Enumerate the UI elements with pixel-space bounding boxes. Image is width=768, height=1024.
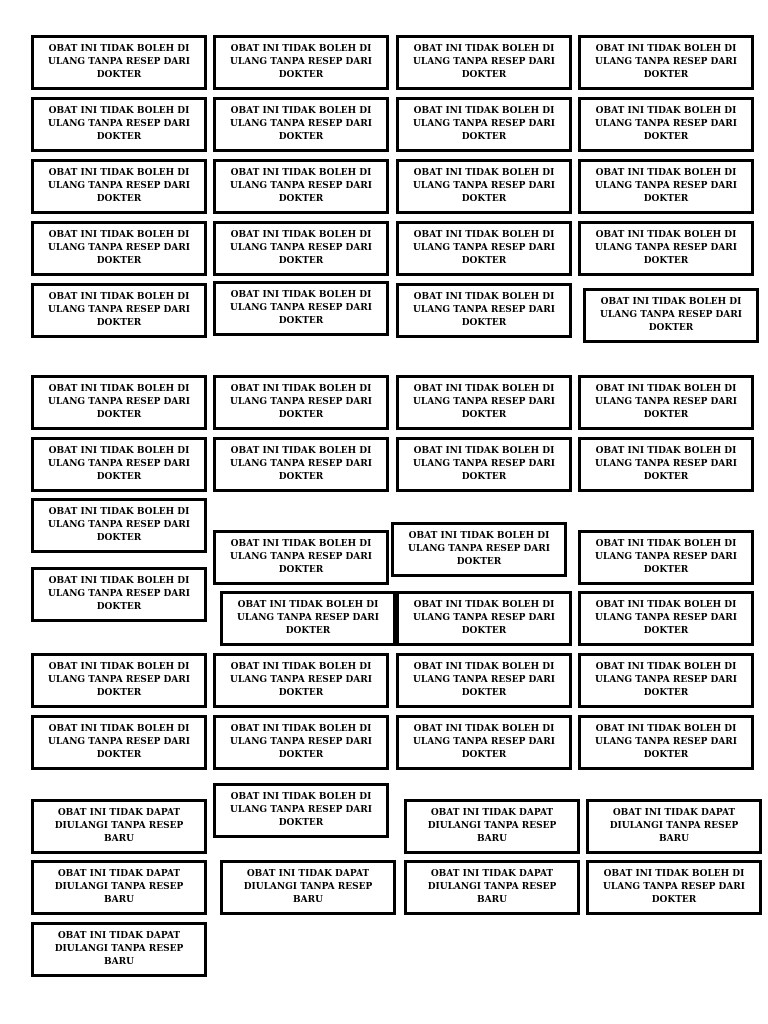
label-line: ULANG TANPA RESEP DARI (413, 613, 555, 623)
label-tidak-boleh-diulang (31, 653, 207, 708)
label-line: OBAT INI TIDAK BOLEH DI (413, 446, 555, 456)
label-line: OBAT INI TIDAK BOLEH DI (48, 576, 190, 586)
label-line: ULANG TANPA RESEP DARI (413, 181, 555, 191)
label-tidak-boleh-diulang (31, 567, 207, 622)
label-tidak-boleh-diulang (213, 281, 389, 336)
label-tidak-boleh-diulang (396, 437, 572, 492)
label-line: ULANG TANPA RESEP DARI (595, 397, 737, 407)
label-line: OBAT INI TIDAK BOLEH DI (230, 446, 372, 456)
label-line: ULANG TANPA RESEP DARI (48, 397, 190, 407)
label-line: ULANG TANPA RESEP DARI (595, 737, 737, 747)
label-line: DOKTER (96, 688, 142, 698)
label-line: DOKTER (643, 626, 689, 636)
label-tidak-boleh-diulang (578, 375, 754, 430)
label-line: DOKTER (96, 602, 142, 612)
label-line: OBAT INI TIDAK DAPAT (57, 808, 181, 818)
label-line: ULANG TANPA RESEP DARI (48, 119, 190, 129)
label-line: OBAT INI TIDAK BOLEH DI (230, 792, 372, 802)
label-line: ULANG TANPA RESEP DARI (48, 520, 190, 530)
label-line: DOKTER (278, 194, 324, 204)
label-line: DOKTER (648, 323, 694, 333)
label-text (600, 296, 742, 335)
label-line: OBAT INI TIDAK BOLEH DI (230, 168, 372, 178)
label-line: BARU (293, 895, 323, 905)
label-text (595, 538, 737, 577)
label-tidak-boleh-diulang (213, 437, 389, 492)
label-tidak-dapat-diulangi (31, 922, 207, 977)
label-line: DOKTER (461, 750, 507, 760)
label-line: OBAT INI TIDAK BOLEH DI (230, 384, 372, 394)
label-line: OBAT INI TIDAK BOLEH DI (413, 44, 555, 54)
label-tidak-boleh-diulang (213, 530, 389, 585)
label-text (48, 506, 190, 545)
label-text (413, 723, 555, 762)
label-line: ULANG TANPA RESEP DARI (230, 459, 372, 469)
label-line: OBAT INI TIDAK BOLEH DI (595, 384, 737, 394)
label-tidak-boleh-diulang (31, 715, 207, 770)
label-line: ULANG TANPA RESEP DARI (48, 459, 190, 469)
label-line: DOKTER (96, 256, 142, 266)
label-line: DOKTER (643, 688, 689, 698)
label-tidak-boleh-diulang (578, 437, 754, 492)
label-tidak-boleh-diulang (396, 375, 572, 430)
label-line: DOKTER (461, 256, 507, 266)
label-line: ULANG TANPA RESEP DARI (48, 181, 190, 191)
label-line: DOKTER (461, 688, 507, 698)
label-text (413, 229, 555, 268)
label-tidak-boleh-diulang (396, 591, 572, 646)
label-tidak-boleh-diulang (586, 860, 762, 915)
label-tidak-boleh-diulang (578, 715, 754, 770)
label-line: OBAT INI TIDAK BOLEH DI (413, 662, 555, 672)
label-line: OBAT INI TIDAK BOLEH DI (48, 230, 190, 240)
label-text (595, 383, 737, 422)
label-line: ULANG TANPA RESEP DARI (230, 737, 372, 747)
label-tidak-boleh-diulang (213, 783, 389, 838)
label-line: DIULANGI TANPA RESEP (243, 882, 373, 892)
label-line: BARU (477, 895, 507, 905)
label-line: ULANG TANPA RESEP DARI (413, 397, 555, 407)
label-line: OBAT INI TIDAK BOLEH DI (413, 230, 555, 240)
label-line: ULANG TANPA RESEP DARI (595, 552, 737, 562)
label-tidak-boleh-diulang (578, 591, 754, 646)
label-text (230, 791, 372, 830)
label-line: OBAT INI TIDAK BOLEH DI (603, 869, 745, 879)
label-tidak-boleh-diulang (213, 221, 389, 276)
label-line: BARU (104, 895, 134, 905)
label-line: ULANG TANPA RESEP DARI (230, 805, 372, 815)
label-line: OBAT INI TIDAK DAPAT (430, 869, 554, 879)
label-line: DOKTER (643, 256, 689, 266)
label-line: ULANG TANPA RESEP DARI (230, 243, 372, 253)
label-line: DOKTER (643, 410, 689, 420)
label-line: OBAT INI TIDAK BOLEH DI (48, 724, 190, 734)
label-tidak-boleh-diulang (391, 522, 567, 577)
label-text (48, 105, 190, 144)
label-line: BARU (104, 957, 134, 967)
label-line: OBAT INI TIDAK BOLEH DI (230, 290, 372, 300)
label-text (48, 661, 190, 700)
label-line: OBAT INI TIDAK BOLEH DI (595, 662, 737, 672)
label-text (48, 43, 190, 82)
label-text (230, 43, 372, 82)
label-line: ULANG TANPA RESEP DARI (230, 303, 372, 313)
label-tidak-boleh-diulang (578, 653, 754, 708)
label-tidak-boleh-diulang (396, 35, 572, 90)
label-line: ULANG TANPA RESEP DARI (413, 119, 555, 129)
label-tidak-dapat-diulangi (404, 799, 580, 854)
label-tidak-boleh-diulang (31, 35, 207, 90)
label-line: DOKTER (278, 132, 324, 142)
label-text (413, 445, 555, 484)
label-line: DOKTER (461, 410, 507, 420)
label-line: OBAT INI TIDAK BOLEH DI (595, 724, 737, 734)
label-line: DOKTER (278, 70, 324, 80)
label-tidak-boleh-diulang (213, 653, 389, 708)
label-line: DOKTER (643, 194, 689, 204)
label-line: DOKTER (278, 565, 324, 575)
label-line: OBAT INI TIDAK BOLEH DI (413, 724, 555, 734)
label-text (48, 229, 190, 268)
label-text (595, 43, 737, 82)
label-line: OBAT INI TIDAK DAPAT (612, 808, 736, 818)
label-text (48, 575, 190, 614)
label-text (230, 538, 372, 577)
label-text (230, 723, 372, 762)
label-line: OBAT INI TIDAK BOLEH DI (48, 168, 190, 178)
label-line: OBAT INI TIDAK DAPAT (430, 808, 554, 818)
label-line: OBAT INI TIDAK BOLEH DI (408, 531, 550, 541)
label-text (413, 105, 555, 144)
label-text (48, 291, 190, 330)
label-line: DOKTER (461, 626, 507, 636)
label-line: OBAT INI TIDAK DAPAT (57, 931, 181, 941)
label-text (595, 723, 737, 762)
label-line: OBAT INI TIDAK BOLEH DI (230, 230, 372, 240)
label-line: DOKTER (461, 194, 507, 204)
label-text (230, 445, 372, 484)
label-text (595, 661, 737, 700)
label-line: DOKTER (278, 316, 324, 326)
label-line: OBAT INI TIDAK BOLEH DI (600, 297, 742, 307)
label-tidak-boleh-diulang (31, 498, 207, 553)
label-line: DOKTER (461, 132, 507, 142)
label-tidak-boleh-diulang (396, 221, 572, 276)
label-tidak-boleh-diulang (396, 715, 572, 770)
label-tidak-boleh-diulang (31, 283, 207, 338)
label-text (413, 291, 555, 330)
label-line: DOKTER (96, 132, 142, 142)
label-text (230, 383, 372, 422)
label-text (237, 599, 379, 638)
label-line: OBAT INI TIDAK BOLEH DI (48, 662, 190, 672)
label-line: ULANG TANPA RESEP DARI (413, 459, 555, 469)
label-line: BARU (104, 834, 134, 844)
label-text (413, 383, 555, 422)
label-text (55, 868, 184, 907)
label-line: ULANG TANPA RESEP DARI (413, 675, 555, 685)
label-tidak-boleh-diulang (213, 159, 389, 214)
label-line: ULANG TANPA RESEP DARI (595, 119, 737, 129)
label-tidak-dapat-diulangi (586, 799, 762, 854)
label-tidak-dapat-diulangi (31, 860, 207, 915)
label-line: DIULANGI TANPA RESEP (609, 821, 739, 831)
label-line: DIULANGI TANPA RESEP (54, 882, 184, 892)
label-text (55, 807, 184, 846)
label-line: ULANG TANPA RESEP DARI (230, 57, 372, 67)
label-line: ULANG TANPA RESEP DARI (237, 613, 379, 623)
label-line: OBAT INI TIDAK BOLEH DI (595, 44, 737, 54)
label-line: DOKTER (96, 70, 142, 80)
label-line: OBAT INI TIDAK DAPAT (57, 869, 181, 879)
label-line: DOKTER (461, 472, 507, 482)
label-text (413, 599, 555, 638)
label-line: OBAT INI TIDAK BOLEH DI (230, 662, 372, 672)
label-line: ULANG TANPA RESEP DARI (230, 552, 372, 562)
label-line: ULANG TANPA RESEP DARI (595, 675, 737, 685)
label-line: DOKTER (278, 818, 324, 828)
label-line: OBAT INI TIDAK BOLEH DI (595, 446, 737, 456)
label-line: ULANG TANPA RESEP DARI (230, 181, 372, 191)
label-line: DIULANGI TANPA RESEP (427, 882, 557, 892)
label-line: ULANG TANPA RESEP DARI (48, 675, 190, 685)
label-line: DOKTER (278, 256, 324, 266)
label-tidak-boleh-diulang (396, 97, 572, 152)
label-text (55, 930, 184, 969)
label-line: OBAT INI TIDAK BOLEH DI (48, 292, 190, 302)
label-line: DOKTER (278, 472, 324, 482)
label-line: OBAT INI TIDAK BOLEH DI (413, 106, 555, 116)
label-line: OBAT INI TIDAK BOLEH DI (48, 507, 190, 517)
label-text (610, 807, 739, 846)
label-tidak-boleh-diulang (578, 221, 754, 276)
label-line: OBAT INI TIDAK BOLEH DI (230, 724, 372, 734)
label-line: ULANG TANPA RESEP DARI (48, 243, 190, 253)
label-line: ULANG TANPA RESEP DARI (595, 181, 737, 191)
label-tidak-boleh-diulang (578, 97, 754, 152)
label-text (595, 599, 737, 638)
label-line: OBAT INI TIDAK BOLEH DI (48, 384, 190, 394)
label-line: DOKTER (278, 410, 324, 420)
label-line: ULANG TANPA RESEP DARI (230, 119, 372, 129)
label-line: DOKTER (278, 688, 324, 698)
label-text (428, 868, 557, 907)
label-text (230, 167, 372, 206)
label-tidak-boleh-diulang (31, 375, 207, 430)
label-line: ULANG TANPA RESEP DARI (230, 397, 372, 407)
label-line: OBAT INI TIDAK BOLEH DI (230, 539, 372, 549)
label-text (413, 661, 555, 700)
label-line: ULANG TANPA RESEP DARI (603, 882, 745, 892)
label-line: DOKTER (643, 132, 689, 142)
label-line: ULANG TANPA RESEP DARI (48, 589, 190, 599)
label-text (48, 167, 190, 206)
label-line: OBAT INI TIDAK BOLEH DI (595, 600, 737, 610)
label-line: OBAT INI TIDAK BOLEH DI (413, 292, 555, 302)
label-text (48, 445, 190, 484)
label-text (595, 105, 737, 144)
label-tidak-dapat-diulangi (31, 799, 207, 854)
label-text (428, 807, 557, 846)
label-tidak-boleh-diulang (396, 283, 572, 338)
label-line: OBAT INI TIDAK BOLEH DI (413, 384, 555, 394)
label-tidak-boleh-diulang (31, 159, 207, 214)
label-line: OBAT INI TIDAK BOLEH DI (48, 44, 190, 54)
label-tidak-boleh-diulang (578, 530, 754, 585)
label-line: OBAT INI TIDAK BOLEH DI (230, 44, 372, 54)
label-tidak-boleh-diulang (213, 35, 389, 90)
label-line: ULANG TANPA RESEP DARI (595, 613, 737, 623)
label-line: OBAT INI TIDAK BOLEH DI (230, 106, 372, 116)
label-line: DOKTER (278, 750, 324, 760)
label-line: OBAT INI TIDAK BOLEH DI (595, 539, 737, 549)
label-line: ULANG TANPA RESEP DARI (413, 305, 555, 315)
label-text (408, 530, 550, 569)
label-tidak-boleh-diulang (220, 591, 396, 646)
label-tidak-boleh-diulang (396, 159, 572, 214)
label-text (48, 383, 190, 422)
label-tidak-boleh-diulang (213, 375, 389, 430)
label-tidak-boleh-diulang (213, 715, 389, 770)
label-tidak-boleh-diulang (396, 653, 572, 708)
label-line: OBAT INI TIDAK BOLEH DI (595, 230, 737, 240)
label-line: OBAT INI TIDAK BOLEH DI (413, 600, 555, 610)
label-line: ULANG TANPA RESEP DARI (48, 57, 190, 67)
label-tidak-boleh-diulang (213, 97, 389, 152)
label-line: OBAT INI TIDAK BOLEH DI (595, 168, 737, 178)
label-line: DOKTER (96, 472, 142, 482)
label-line: OBAT INI TIDAK BOLEH DI (237, 600, 379, 610)
label-line: OBAT INI TIDAK BOLEH DI (595, 106, 737, 116)
label-line: BARU (659, 834, 689, 844)
label-line: OBAT INI TIDAK BOLEH DI (48, 446, 190, 456)
label-text (595, 167, 737, 206)
label-line: DOKTER (96, 750, 142, 760)
label-line: DOKTER (456, 557, 502, 567)
label-text (595, 445, 737, 484)
label-tidak-dapat-diulangi (404, 860, 580, 915)
label-text (603, 868, 745, 907)
label-tidak-boleh-diulang (31, 221, 207, 276)
label-text (413, 167, 555, 206)
label-line: DOKTER (285, 626, 331, 636)
label-text (244, 868, 373, 907)
label-line: OBAT INI TIDAK BOLEH DI (413, 168, 555, 178)
label-line: DOKTER (96, 194, 142, 204)
label-line: ULANG TANPA RESEP DARI (413, 57, 555, 67)
label-tidak-boleh-diulang (578, 159, 754, 214)
label-line: ULANG TANPA RESEP DARI (230, 675, 372, 685)
label-tidak-boleh-diulang (578, 35, 754, 90)
label-line: DOKTER (643, 565, 689, 575)
label-tidak-dapat-diulangi (220, 860, 396, 915)
label-line: ULANG TANPA RESEP DARI (595, 243, 737, 253)
label-line: DIULANGI TANPA RESEP (54, 944, 184, 954)
label-line: ULANG TANPA RESEP DARI (600, 310, 742, 320)
label-line: BARU (477, 834, 507, 844)
label-line: ULANG TANPA RESEP DARI (595, 459, 737, 469)
label-line: ULANG TANPA RESEP DARI (48, 305, 190, 315)
label-line: DOKTER (96, 410, 142, 420)
label-tidak-boleh-diulang (31, 437, 207, 492)
label-text (230, 661, 372, 700)
label-line: OBAT INI TIDAK DAPAT (246, 869, 370, 879)
label-line: ULANG TANPA RESEP DARI (413, 243, 555, 253)
label-line: DOKTER (643, 750, 689, 760)
label-text (413, 43, 555, 82)
label-text (230, 105, 372, 144)
label-line: DOKTER (461, 318, 507, 328)
label-text (595, 229, 737, 268)
label-text (230, 229, 372, 268)
label-line: DIULANGI TANPA RESEP (427, 821, 557, 831)
label-line: DOKTER (643, 70, 689, 80)
label-line: DOKTER (96, 533, 142, 543)
label-line: DOKTER (651, 895, 697, 905)
label-text (230, 289, 372, 328)
label-line: DOKTER (643, 472, 689, 482)
label-line: DIULANGI TANPA RESEP (54, 821, 184, 831)
label-tidak-boleh-diulang (583, 288, 759, 343)
label-tidak-boleh-diulang (31, 97, 207, 152)
label-line: DOKTER (461, 70, 507, 80)
label-line: DOKTER (96, 318, 142, 328)
label-line: OBAT INI TIDAK BOLEH DI (48, 106, 190, 116)
label-line: ULANG TANPA RESEP DARI (408, 544, 550, 554)
label-line: ULANG TANPA RESEP DARI (413, 737, 555, 747)
label-text (48, 723, 190, 762)
label-line: ULANG TANPA RESEP DARI (595, 57, 737, 67)
label-line: ULANG TANPA RESEP DARI (48, 737, 190, 747)
